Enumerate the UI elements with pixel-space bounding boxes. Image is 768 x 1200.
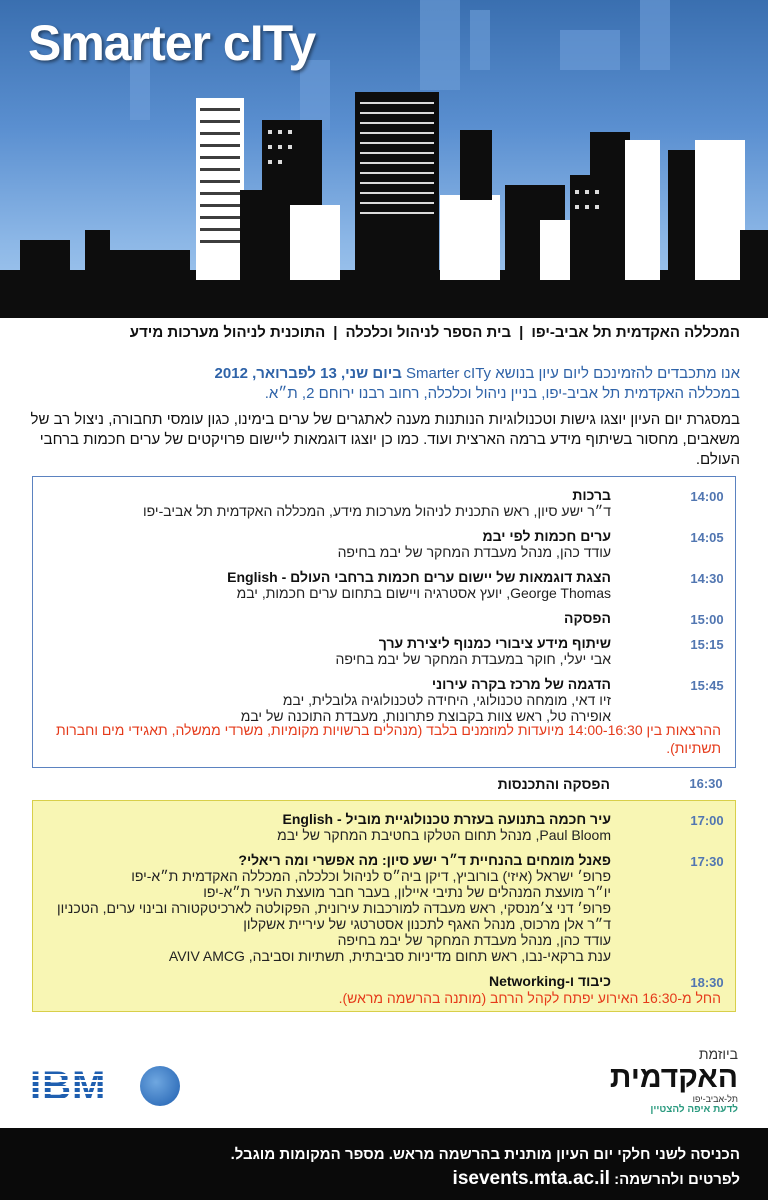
organizer-college: המכללה האקדמית תל אביב-יפו: [531, 324, 740, 341]
smarter-planet-globe-icon: [140, 1066, 180, 1106]
academy-name: האקדמית: [609, 1061, 738, 1094]
academy-subtitle: תל-אביב-יפו: [692, 1094, 738, 1104]
event-date: ביום שני, 13 לפברואר, 2012: [214, 365, 402, 382]
session-title: כיבוד ו-Networking: [488, 973, 611, 989]
footer-bar: [0, 1128, 768, 1200]
schedule-public-section: [32, 800, 736, 1012]
session-title: ברכות: [572, 487, 611, 503]
session-time: 17:30: [690, 854, 724, 869]
organizer-school: בית הספר לניהול וכלכלה: [345, 324, 512, 341]
schedule-note: החל מ-16:30 האירוע יפתח לקהל הרחב (מותנה בהרשמה מראש).: [338, 990, 721, 1006]
schedule-note: ההרצאות בין 14:00-16:30 מיועדות למוזמנים בלבד (מנהלים ברשויות מקומיות, משרדי ממשלה, תאגידי מים וחברות תשתיות).: [56, 722, 721, 756]
ibm-logo: IBM: [30, 1064, 107, 1108]
registration-label: לפרטים ולהרשמה:: [614, 1171, 740, 1188]
session-title: שיתוף מידע ציבורי כמנוף ליצירת ערך: [378, 635, 611, 651]
logos-strip: [0, 1040, 768, 1128]
session-speaker: Paul Bloom, מנהל תחום הטלקו בחטיבת המחקר של יבמ: [277, 827, 611, 843]
invitation-lead: אנו מתכבדים להזמינכם ליום עיון בנושא Smarter cITy: [406, 365, 740, 382]
session-time: 18:30: [690, 975, 724, 990]
registration-link[interactable]: isevents.mta.ac.il: [452, 1168, 610, 1189]
session-speaker: ד״ר אלן מרכוס, מנהל האגף לתכנון אסטרטגי של עיריית אשקלון: [243, 916, 611, 932]
session-time: 14:00: [690, 489, 724, 504]
academy-slogan: לדעת איפה להצטיין: [650, 1104, 738, 1115]
session-time: 17:00: [690, 813, 724, 828]
session-speaker: יו״ר מועצת המנהלים של נתיבי איילון, בעבר חבר מועצת העיר ת״א-יפו: [203, 884, 611, 900]
session-time: 16:30: [689, 776, 723, 791]
break-row: [32, 776, 734, 796]
session-time: 14:05: [690, 530, 724, 545]
event-description: במסגרת יום העיון יוצגו גישות וטכנולוגיות הנותנות מענה לאתגרים של ערים בימינו, כגון עומסי תחבורה, ניצול רב של משאבים, מחסור בשיתוף מידע ברמה הארצית ועוד. כמו כן יוצגו דוגמאות ליישום פרויקטים של ערים חכמות ברחבי העולם.: [30, 411, 740, 468]
separator: |: [519, 324, 524, 341]
session-speaker: זיו דאי, מומחה טכנולוגי, היחידה לטכנולוגיה גלובלית, יבמ: [282, 692, 611, 708]
session-speaker: עודד כהן, מנהל מעבדת המחקר של יבמ בחיפה: [337, 544, 611, 560]
session-speaker: George Thomas, יועץ אסטרגיה ויישום בתחום ערים חכמות, יבמ: [236, 585, 611, 601]
session-time: 15:15: [690, 637, 724, 652]
registration-info: [453, 1168, 740, 1190]
session-speaker: פרופ׳ ישראל (איזי) בורוביץ, דיקן ביה״ס לניהול וכלכלה, המכללה האקדמית ת״א-יפו: [131, 868, 611, 884]
academy-logo: [568, 1046, 738, 1126]
session-speaker: אבי יעלי, חוקר במעבדת המחקר של יבמ בחיפה: [335, 651, 611, 667]
session-speaker: אופירה טל, ראש צוות בקבוצת פתרונות, מעבדת התוכנה של יבמ: [240, 708, 611, 724]
session-speaker: פרופ׳ דני צ׳מנסקי, ראש מעבדה למורכבות עירונית, הפקולטה לארכיטקטורה ובינוי ערים, הטכניון: [57, 900, 611, 916]
session-time: 15:00: [690, 612, 724, 627]
session-speaker: ד״ר ישע סיון, ראש התכנית לניהול מערכות מידע, המכללה האקדמית תל אביב-יפו: [143, 503, 611, 519]
session-title: עיר חכמה בתנועה בעזרת טכנולוגיית מוביל - English: [282, 811, 611, 827]
session-title: הצגת דוגמאות של יישום ערים חכמות ברחבי העולם - English: [227, 569, 611, 585]
session-title: פאנל מומחים בהנחיית ד״ר ישע סיון: מה אפשרי ומה ריאלי?: [238, 852, 611, 868]
separator: |: [333, 324, 338, 341]
session-speaker: עודד כהן, מנהל מעבדת המחקר של יבמ בחיפה: [337, 932, 611, 948]
session-time: 14:30: [690, 571, 724, 586]
organizers-line: [28, 324, 740, 341]
invitation-intro: [28, 364, 740, 404]
event-location: במכללה האקדמית תל אביב-יפו, בניין ניהול וכלכלה, רחוב רבנו ירוחם 2, ת״א.: [264, 385, 740, 402]
session-speaker: ענת ברקאי-נבו, ראש תחום מדיניות סביבתית, תשתיות וסביבה, AVIV AMCG: [168, 948, 611, 964]
schedule-invited-section: [32, 476, 736, 768]
sponsor-label: ביוזמת: [698, 1046, 738, 1062]
session-time: 15:45: [690, 678, 724, 693]
organizer-program: התוכנית לניהול מערכות מידע: [129, 324, 326, 341]
session-title: הפסקה והתכנסות: [497, 776, 610, 792]
session-title: הפסקה: [564, 610, 611, 626]
event-title: Smarter cITy: [28, 15, 316, 71]
session-title: ערים חכמות לפי יבמ: [482, 528, 611, 544]
hero-banner: [0, 0, 768, 318]
registration-notice: הכניסה לשני חלקי יום העיון מותנית בהרשמה מראש. מספר המקומות מוגבל.: [230, 1146, 740, 1163]
session-title: הדגמה של מרכז בקרה עירוני: [431, 676, 611, 692]
